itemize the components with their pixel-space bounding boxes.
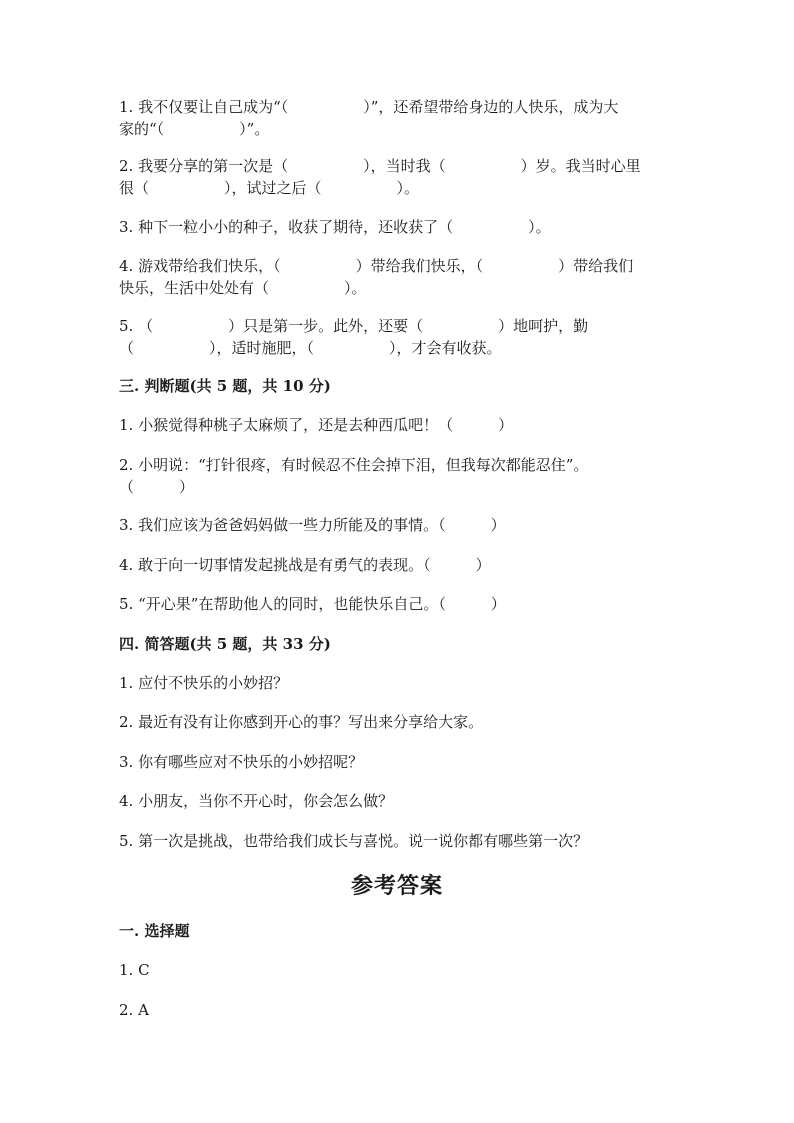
short-answer-question-3 xyxy=(119,751,679,773)
question-line: 4. 小朋友，当你不开心时，你会怎么做？ xyxy=(119,792,394,810)
question-line: 1. 应付不快乐的小妙招？ xyxy=(119,674,289,692)
question-line: 4. 游戏带给我们快乐，（ ）带给我们快乐，（ ）带给我们 xyxy=(119,257,634,275)
question-line: 1. 我不仅要让自己成为“（ ）”，还希望带给身边的人快乐，成为大 xyxy=(119,98,619,116)
true-false-question-1 xyxy=(119,414,679,436)
question-line: 3. 种下一粒小小的种子，收获了期待，还收获了（ ）。 xyxy=(119,218,551,236)
question-line: 2. 最近有没有让你感到开心的事？写出来分享给大家。 xyxy=(119,713,484,731)
question-line: 5. （ ）只是第一步。此外，还要（ ）地呵护，勤 xyxy=(119,317,589,335)
question-line: 快乐，生活中处处有（ ）。 xyxy=(119,279,367,297)
section-heading-true-false: 三. 判断题(共 5 题，共 10 分) xyxy=(119,377,331,395)
question-line: 3. 你有哪些应对不快乐的小妙招呢？ xyxy=(119,753,364,771)
section-heading-short-answer: 四. 简答题(共 5 题，共 33 分) xyxy=(119,635,331,653)
question-line: 4. 敢于向一切事情发起挑战是有勇气的表现。（ ） xyxy=(119,556,491,574)
question-line: （ ） xyxy=(119,478,195,496)
question-line: （ ），适时施肥，（ ），才会有收获。 xyxy=(119,339,502,357)
answers-title: 参考答案 xyxy=(350,873,443,899)
fill-blank-question-5 xyxy=(119,315,679,359)
fill-blank-question-1 xyxy=(119,96,679,140)
short-answer-question-1 xyxy=(119,672,679,694)
fill-blank-question-2 xyxy=(119,155,679,199)
question-line: 很（ ），试过之后（ ）。 xyxy=(119,179,420,197)
question-line: 3. 我们应该为爸爸妈妈做一些力所能及的事情。（ ） xyxy=(119,516,506,534)
answers-section-heading: 一. 选择题 xyxy=(119,922,190,940)
short-answer-question-4 xyxy=(119,790,679,812)
question-line: 2. 小明说：“打针很疼，有时候忍不住会掉下泪，但我每次都能忍住”。 xyxy=(119,456,589,474)
answer-1 xyxy=(119,959,679,981)
fill-blank-question-4 xyxy=(119,255,679,299)
question-line: 2. 我要分享的第一次是（ ），当时我（ ）岁。我当时心里 xyxy=(119,157,641,175)
short-answer-question-5 xyxy=(119,830,679,852)
question-line: 5. “开心果”在帮助他人的同时，也能快乐自己。（ ） xyxy=(119,595,506,613)
answer-line: 2. A xyxy=(119,1001,149,1019)
question-line: 家的“（ ）”。 xyxy=(119,120,270,138)
true-false-question-4 xyxy=(119,554,679,576)
question-line: 1. 小猴觉得种桃子太麻烦了，还是去种西瓜吧！（ ） xyxy=(119,416,514,434)
true-false-question-2 xyxy=(119,454,679,498)
true-false-question-5 xyxy=(119,593,679,615)
short-answer-question-2 xyxy=(119,711,679,733)
fill-blank-question-3 xyxy=(119,216,679,238)
answer-2 xyxy=(119,999,679,1021)
question-line: 5. 第一次是挑战，也带给我们成长与喜悦。说一说你都有哪些第一次？ xyxy=(119,832,589,850)
answer-line: 1. C xyxy=(119,961,150,979)
true-false-question-3 xyxy=(119,514,679,536)
